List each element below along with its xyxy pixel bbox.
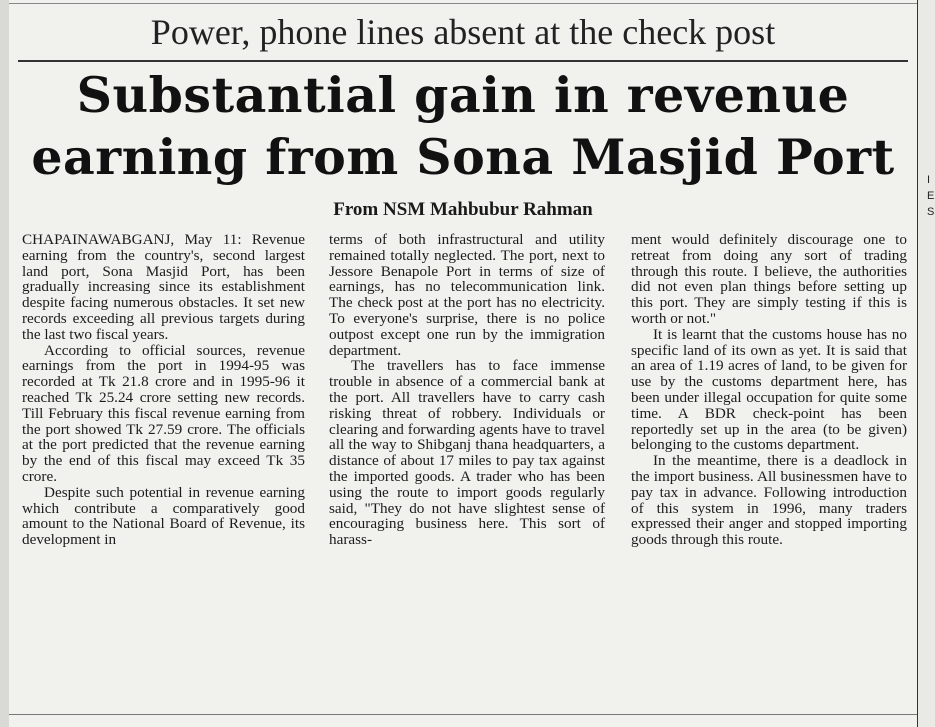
kicker-rule xyxy=(18,60,908,62)
article-column-2 xyxy=(329,232,605,548)
paragraph: According to official sources, revenue earnings from the port in 1994-95 was recorded at Tk 21.8 crore and in 1995-96 it reached Tk 25.24 crore setting new records. Till February this fiscal revenue earning from the port showed Tk 27.59 crore. The officials at the port predicted that the revenue earning by the end of this fiscal may exceed Tk 35 crore. xyxy=(22,341,305,485)
edge-letter: S xyxy=(927,206,935,218)
paragraph: In the meantime, there is a deadlock in the import business. All businessmen have to pay tax in advance. Following introduction of this system in 1996, many traders expressed their anger and stopped importing goods through this route. xyxy=(631,452,907,549)
paragraph: ment would definitely discourage one to retreat from doing any sort of trading through this route. I believe, the authorities did not even plan things before setting up this port. They are simply testing if this is worth or not." xyxy=(631,231,907,327)
article-column-3 xyxy=(631,232,907,548)
headline-line-1: Substantial gain in revenue xyxy=(76,66,850,124)
edge-letter: I xyxy=(927,174,931,186)
paragraph: terms of both infrastructural and utility remained totally neglected. The port, next to Jessore Benapole Port in terms of size of earnings, has no telecommunication link. The check post at the port has no electricity. To everyone's surprise, there is no police outpost except one run by the immigration department. xyxy=(329,231,605,359)
page-left-margin xyxy=(0,0,9,727)
adjacent-article-edge xyxy=(917,0,935,727)
article-column-1 xyxy=(22,232,305,548)
byline: From NSM Mahbubur Rahman xyxy=(333,199,593,220)
adjacent-article-fragment xyxy=(927,172,935,220)
top-rule xyxy=(9,3,917,4)
kicker-headline: Power, phone lines absent at the check post xyxy=(150,12,776,52)
main-headline xyxy=(9,64,917,188)
edge-letter: E xyxy=(927,190,935,202)
paragraph: It is learnt that the customs house has no specific land of its own as yet. It is said that an area of 1.19 acres of land, to be given for use by the customs department here, has been under illegal occupation for quite some time. A BDR check-point has been reportedly set up in the area (to be given) belonging to the customs department. xyxy=(631,325,907,454)
paragraph: The travellers has to face immense trouble in absence of a commercial bank at the port. All travellers have to carry cash risking threat of robbery. Individuals or clearing and forwarding agents have to travel all the way to Shibganj thana headquarters, a distance of about 17 miles to pay tax against the imported goods. A trader who has been using the route to import goods regularly said, "They do not have slightest sense of encouraging business here. This sort of harass- xyxy=(329,357,605,549)
paragraph: Despite such potential in revenue earning which contribute a comparatively good amount to the National Board of Revenue, its development in xyxy=(22,483,305,549)
bottom-rule xyxy=(9,714,917,715)
headline-line-2: earning from Sona Masjid Port xyxy=(31,128,895,186)
paragraph: CHAPAINAWABGANJ, May 11: Revenue earning from the country's, second largest land port, Sona Masjid Port, has been gradually increasing since its establishment despite facing numerous obstacles. It set new records exceeding all previous targets during the last two fiscal years. xyxy=(22,231,305,343)
